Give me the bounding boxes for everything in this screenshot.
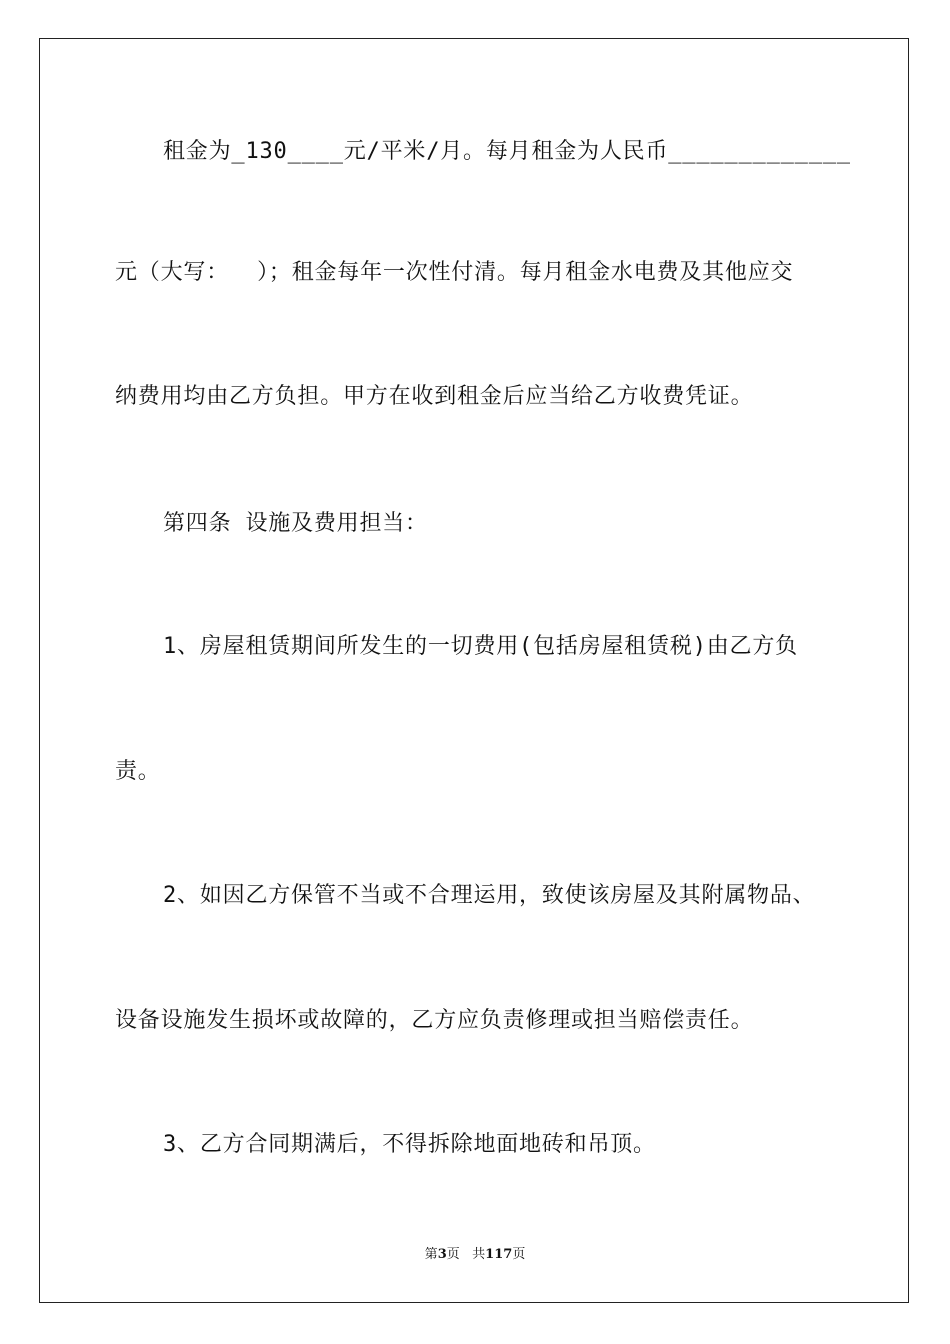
paragraph-line: 3、乙方合同期满后，不得拆除地面地砖和吊顶。 (163, 1132, 656, 1157)
page-number: 3 (437, 1247, 447, 1262)
paragraph-line: 设备设施发生损坏或故障的，乙方应负责修理或担当赔偿责任。 (115, 1008, 754, 1033)
paragraph-line: 元（大写： ）；租金每年一次性付清。每月租金水电费及其他应交 (115, 260, 794, 285)
page-prefix: 第 (424, 1247, 438, 1262)
page-footer (0, 1247, 950, 1263)
total-suffix: 页 (512, 1247, 526, 1262)
paragraph-line: 1、房屋租赁期间所发生的一切费用(包括房屋租赁税)由乙方负 (163, 634, 798, 659)
section-heading: 第四条 设施及费用担当： (163, 511, 428, 536)
page-border (39, 38, 909, 1303)
total-prefix: 共 (472, 1247, 486, 1262)
paragraph-line: 租金为_130____元/平米/月。每月租金为人民币_____________ (163, 139, 851, 164)
paragraph-line: 2、如因乙方保管不当或不合理运用，致使该房屋及其附属物品、 (163, 883, 816, 908)
page-suffix: 页 (446, 1247, 460, 1262)
paragraph-line: 纳费用均由乙方负担。甲方在收到租金后应当给乙方收费凭证。 (115, 384, 754, 409)
total-pages: 117 (485, 1247, 513, 1262)
paragraph-line: 责。 (115, 759, 161, 784)
